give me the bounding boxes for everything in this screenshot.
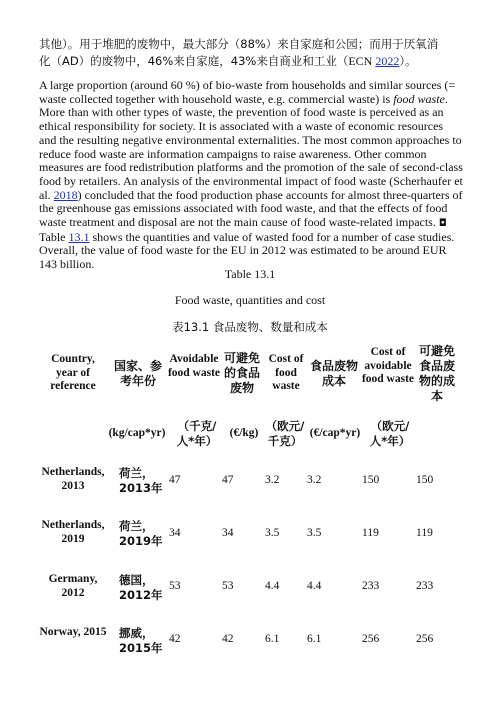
unit-kg: (kg/cap*yr) (108, 427, 166, 439)
row-value: 4.4 (307, 580, 322, 592)
row-value: 233 (362, 580, 380, 592)
header-cost-zh: 食品废物成本 (309, 359, 358, 388)
zh-citation-link[interactable]: 2022 (375, 54, 400, 68)
zh-line-2-end: ）。 (399, 54, 417, 68)
row-value: 150 (362, 474, 380, 486)
row-value: 3.5 (265, 527, 280, 539)
row-value: 47 (222, 474, 234, 486)
row-country: Norway, 2015 (39, 626, 107, 638)
header-avoidable: Avoidable food waste (167, 353, 221, 379)
header-cost-avoidable: Cost of avoidable food waste (361, 346, 415, 385)
header-avoidable-zh: 可避免的食品废物 (223, 351, 260, 395)
row-country-zh: 德国，2012年 (119, 573, 163, 602)
row-country: Netherlands, 2013 (41, 466, 105, 492)
row-value: 6.1 (307, 633, 322, 645)
unit-kg-zh: （千克/人*年） (176, 419, 218, 448)
row-value: 256 (362, 633, 380, 645)
unit-eur-cap-zh: （欧元/人*年） (369, 419, 411, 448)
row-value: 233 (416, 580, 434, 592)
para-italic-term: food waste (393, 91, 445, 106)
zh-line-2: 化（AD）的废物中，46%来自家庭，43%来自商业和工业（ (39, 54, 349, 68)
header-country: Country, year of reference (50, 353, 96, 392)
table-title-caption-zh: 表13.1 食品废物、数量和成本 (172, 320, 328, 334)
header-cost-avoidable-zh: 可避免食品废物的成本 (418, 344, 455, 403)
unit-eur-kg: (€/kg) (229, 427, 259, 439)
row-value: 53 (169, 580, 181, 592)
row-value: 42 (222, 633, 234, 645)
row-value: 6.1 (265, 633, 280, 645)
zh-line-1: 其他）。用于堆肥的废物中，最大部分（88%）来自家庭和公园；而用于厌氧消 (39, 37, 439, 51)
chinese-intro-paragraph (39, 36, 464, 70)
row-value: 53 (222, 580, 234, 592)
table-title-caption: Food waste, quantities and cost (174, 293, 326, 307)
para-text-1: A large proportion (around 60 %) of bio-waste from households and similar sources (= waste collected together with household waste, e.g. commercial waste) is (39, 78, 456, 106)
row-value: 3.5 (307, 527, 322, 539)
header-country-zh: 国家、参考年份 (113, 359, 162, 388)
para-text-5: shows the quantities and value of wasted food for a number of case studies. Overall, the value of food waste for the EU in 2012 was estimated to be around EUR 143 billion. (39, 229, 455, 272)
row-value: 3.2 (307, 474, 322, 486)
table-number-caption: Table 13.1 (224, 267, 276, 281)
row-value: 34 (222, 527, 234, 539)
header-cost: Cost of food waste (268, 353, 304, 392)
row-country-zh: 挪威，2015年 (119, 626, 163, 655)
row-value: 4.4 (265, 580, 280, 592)
row-country-zh: 荷兰，2019年 (119, 519, 163, 548)
row-value: 256 (416, 633, 434, 645)
row-country: Netherlands, 2019 (41, 519, 105, 545)
para-text-4: Table (39, 229, 69, 244)
row-value: 3.2 (265, 474, 280, 486)
zh-citation-author: ECN (348, 54, 376, 68)
row-value: 119 (416, 527, 433, 539)
table-ref-link[interactable]: 13.1 (68, 229, 90, 244)
row-value: 119 (362, 527, 379, 539)
para-text-2: . More than with other types of waste, the prevention of food waste is perceived as an ethical responsibility for society. It is associated with a waste of economic resources and the resulting negative environmental externalities. The most common approaches to reduce food waste are information campaigns to raise awareness. Other common measures are food redistribution platforms and the promotion of the sale of second-class food by retailers. An analysis of the environmental impact of food waste (Scherhaufer et al. (39, 91, 463, 202)
row-country-zh: 荷兰，2013年 (119, 466, 163, 495)
citation-link-2018[interactable]: 2018 (53, 187, 78, 202)
row-country: Germany, 2012 (48, 573, 98, 599)
para-text-3: ) concluded that the food production phase accounts for almost three-quarters of the greenhouse gas emissions associated with food waste, and that the effects of food waste treatment and disposal are not the main cause of food waste-related impacts. (39, 187, 463, 230)
unit-eur-cap: (€/cap*yr) (309, 427, 361, 439)
row-value: 42 (169, 633, 181, 645)
english-paragraph (39, 79, 463, 272)
row-value: 150 (416, 474, 434, 486)
row-value: 34 (169, 527, 181, 539)
unit-eur-kg-zh: （欧元/千克） (265, 419, 305, 448)
box-marker-icon: ◘ (438, 218, 447, 230)
row-value: 47 (169, 474, 181, 486)
